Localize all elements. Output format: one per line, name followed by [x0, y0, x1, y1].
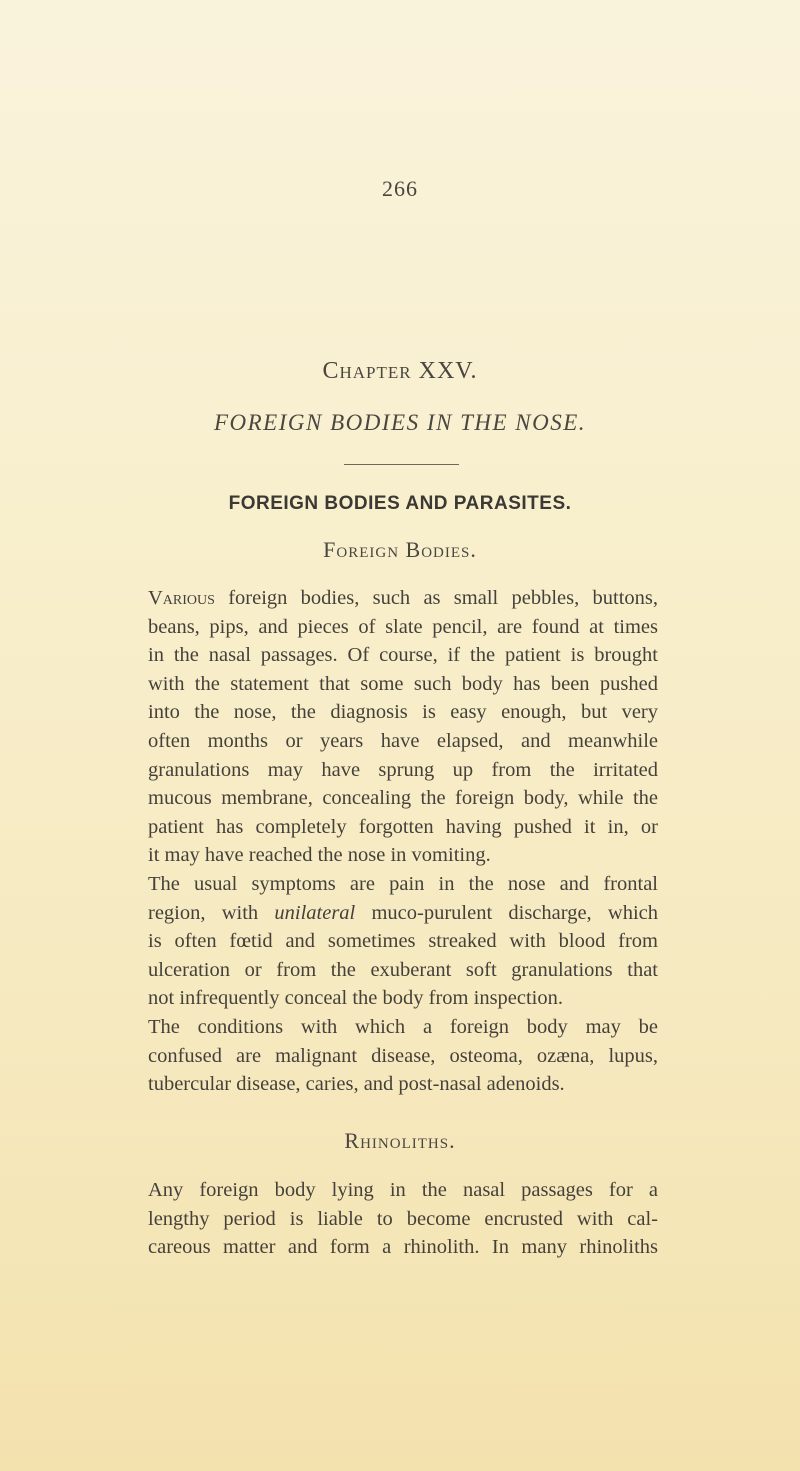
subheading-foreign-bodies: Foreign Bodies. — [323, 537, 477, 562]
divider-rule — [344, 464, 459, 465]
text-fragment: muco-purulent discharge, which — [355, 901, 658, 924]
text-line: ulceration or from the exuberant soft granulations that — [148, 958, 658, 981]
text-line: is often fœtid and sometimes streaked with blood from — [148, 930, 658, 953]
text-line: not infrequently conceal the body from inspection. — [148, 987, 564, 1010]
text-line — [148, 899, 658, 928]
text-line: Any foreign body lying in the nasal passages for a — [148, 1179, 658, 1201]
chapter-title: FOREIGN BODIES IN THE NOSE. — [213, 410, 587, 435]
italic-word: unilateral — [274, 901, 356, 924]
text-line: careous matter and form a rhinolith. In many rhinoliths — [148, 1236, 658, 1259]
text-line: The usual symptoms are pain in the nose and frontal — [148, 872, 658, 895]
text-line-content: foreign bodies, such as small pebbles, buttons, — [214, 587, 658, 609]
chapter-number: Chapter XXV. — [322, 358, 478, 384]
section-heading: FOREIGN BODIES AND PARASITES. — [228, 493, 572, 514]
text-line: patient has completely forgotten having pushed it in, or — [148, 815, 658, 838]
page-number: 266 — [382, 176, 418, 201]
text-line: it may have reached the nose in vomiting. — [148, 844, 491, 867]
text-line: tubercular disease, caries, and post-nasal adenoids. — [148, 1073, 565, 1096]
text-line: granulations may have sprung up from the irritated — [148, 758, 658, 781]
text-line: lengthy period is liable to become encrusted with cal- — [148, 1207, 658, 1230]
text-line: in the nasal passages. Of course, if the patient is brought — [148, 644, 658, 667]
text-line: with the statement that some such body has been pushed — [148, 672, 658, 695]
text-line: into the nose, the diagnosis is easy enough, but very — [148, 701, 658, 724]
subheading-rhinoliths: Rhinoliths. — [344, 1128, 456, 1153]
body-text-block — [148, 584, 658, 1099]
text-fragment: region, with — [148, 901, 275, 924]
text-line: often months or years have elapsed, and meanwhile — [148, 729, 658, 752]
body-text-block — [148, 1176, 658, 1262]
lead-word: Various — [148, 587, 215, 609]
text-line: mucous membrane, concealing the foreign body, while the — [148, 787, 658, 810]
text-line: The conditions with which a foreign body may be — [148, 1015, 658, 1038]
text-line — [148, 584, 658, 613]
text-line: confused are malignant disease, osteoma, ozæna, lupus, — [148, 1044, 658, 1067]
text-line: beans, pips, and pieces of slate pencil, are found at times — [148, 615, 658, 638]
